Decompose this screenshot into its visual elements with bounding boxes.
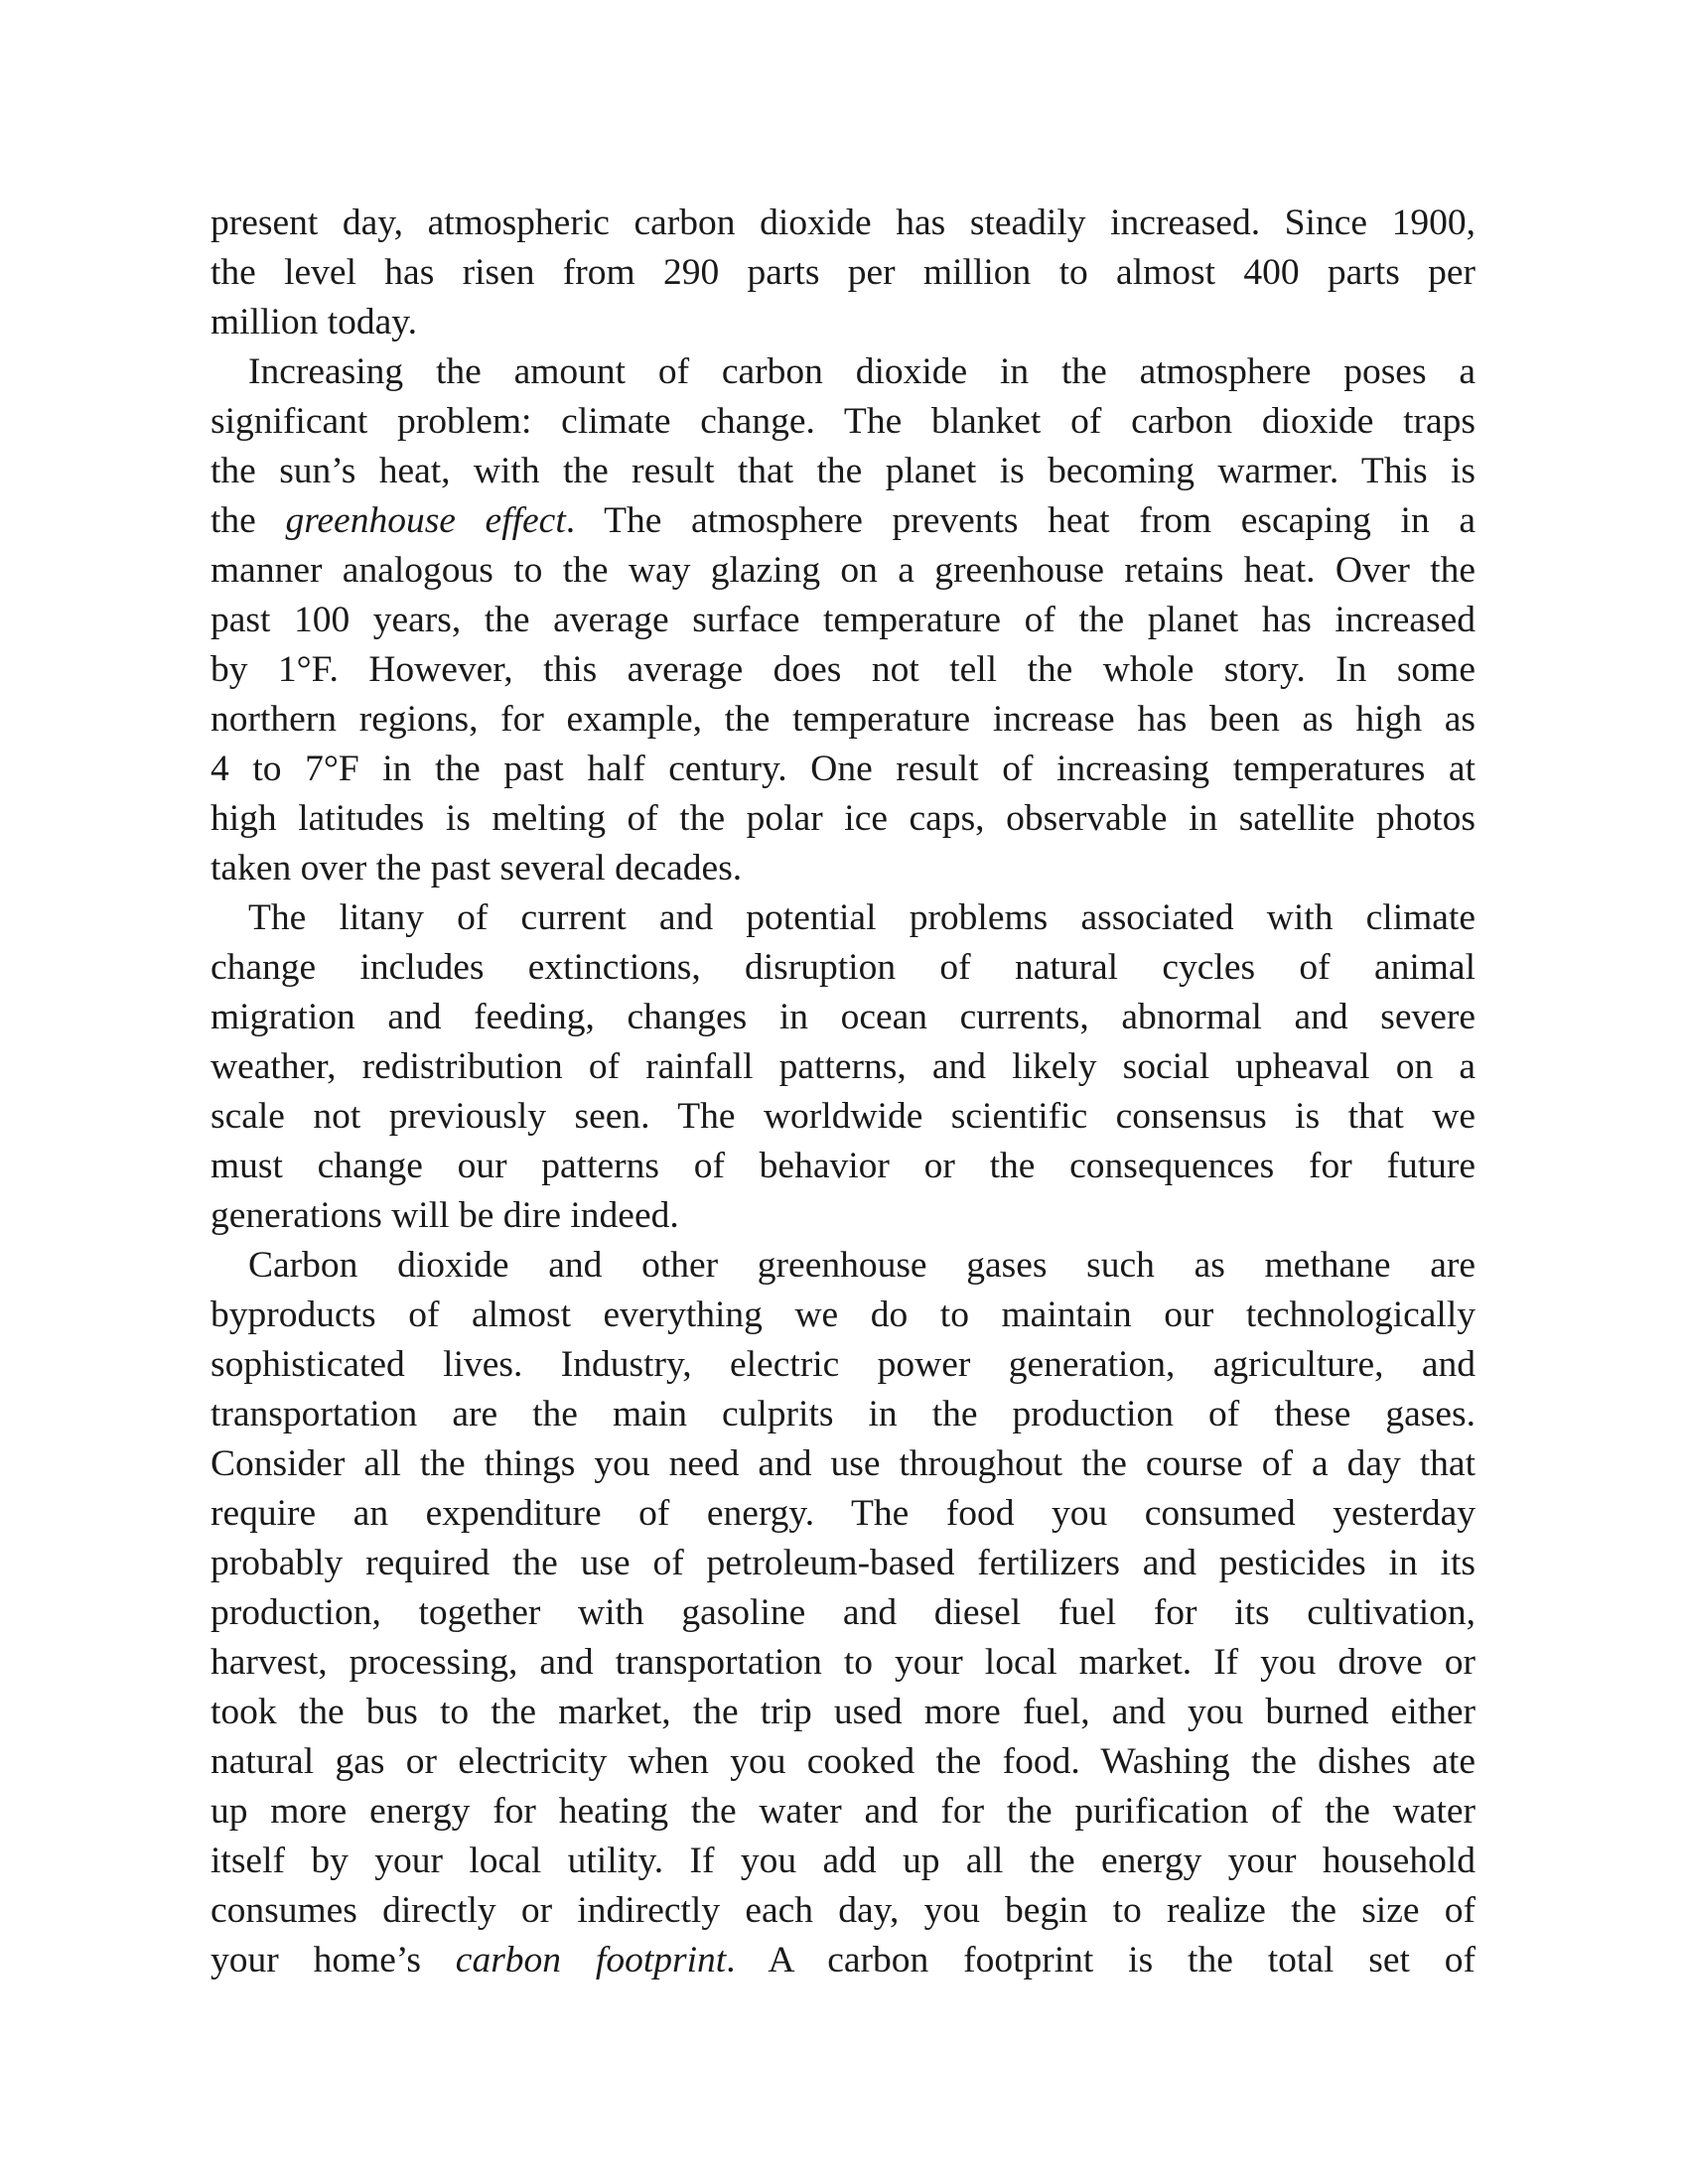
text-line	[211, 1291, 1476, 1340]
text-run: change includes extinctions, disruption of natural cycles of animal	[211, 947, 1476, 988]
text-line	[211, 248, 1476, 298]
text-line	[211, 1489, 1476, 1539]
paragraph	[211, 347, 1476, 893]
text-run: past 100 years, the average surface temperature of the planet has increased	[211, 600, 1476, 640]
text-run: Carbon dioxide and other greenhouse gases such as methane are	[248, 1245, 1476, 1286]
text-run: require an expenditure of energy. The food you consumed yesterday	[211, 1493, 1476, 1534]
text-line	[211, 1638, 1476, 1688]
document-page	[211, 199, 1476, 1985]
text-line	[211, 893, 1476, 943]
text-run: transportation are the main culprits in the production of these gases.	[211, 1394, 1476, 1434]
text-run: migration and feeding, changes in ocean currents, abnormal and severe	[211, 997, 1476, 1037]
text-run: northern regions, for example, the temperature increase has been as high as	[211, 699, 1476, 740]
text-run: the sun’s heat, with the result that the planet is becoming warmer. This is	[211, 451, 1476, 491]
text-line	[211, 1142, 1476, 1191]
text-line	[211, 1390, 1476, 1439]
text-run: scale not previously seen. The worldwide scientific consensus is that we	[211, 1096, 1476, 1137]
text-run: Increasing the amount of carbon dioxide in the atmosphere poses a	[248, 351, 1476, 392]
emphasized-term: greenhouse effect	[285, 500, 566, 541]
text-line	[211, 199, 1476, 248]
text-line	[211, 993, 1476, 1042]
text-line	[211, 1340, 1476, 1390]
text-line	[211, 1936, 1476, 1985]
text-line	[211, 844, 1476, 893]
text-run: consumes directly or indirectly each day, you begin to realize the size of	[211, 1890, 1476, 1931]
text-line	[211, 397, 1476, 447]
text-line	[211, 496, 1476, 546]
text-line	[211, 943, 1476, 993]
text-line	[211, 695, 1476, 745]
text-run: The litany of current and potential problems associated with climate	[248, 897, 1476, 938]
text-line	[211, 1439, 1476, 1489]
text-line	[211, 1886, 1476, 1936]
text-run: manner analogous to the way glazing on a greenhouse retains heat. Over the	[211, 550, 1476, 591]
text-line	[211, 546, 1476, 596]
text-line	[211, 794, 1476, 844]
text-run: the level has risen from 290 parts per million to almost 400 parts per	[211, 252, 1476, 293]
text-run: by 1°F. However, this average does not tell the whole story. In some	[211, 649, 1476, 690]
text-run: present day, atmospheric carbon dioxide has steadily increased. Since 1900,	[211, 203, 1476, 243]
paragraph	[211, 199, 1476, 347]
text-line	[211, 1539, 1476, 1588]
text-run: taken over the past several decades.	[211, 848, 743, 888]
text-run: byproducts of almost everything we do to maintain our technologically	[211, 1295, 1476, 1335]
text-run: generations will be dire indeed.	[211, 1195, 679, 1236]
text-line	[211, 447, 1476, 496]
text-run: sophisticated lives. Industry, electric power generation, agriculture, and	[211, 1344, 1476, 1385]
text-run: your home’s	[211, 1940, 456, 1980]
text-run: harvest, processing, and transportation to your local market. If you drove or	[211, 1642, 1476, 1683]
text-line	[211, 645, 1476, 695]
text-run: itself by your local utility. If you add up all the energy your household	[211, 1841, 1476, 1881]
text-line	[211, 298, 1476, 347]
text-line	[211, 745, 1476, 794]
text-line	[211, 596, 1476, 645]
text-run: Consider all the things you need and use throughout the course of a day that	[211, 1443, 1476, 1484]
text-run: weather, redistribution of rainfall patterns, and likely social upheaval on a	[211, 1046, 1476, 1087]
text-line	[211, 1737, 1476, 1787]
text-line	[211, 1787, 1476, 1837]
emphasized-term: carbon footprint	[455, 1940, 727, 1980]
text-run: took the bus to the market, the trip used more fuel, and you burned either	[211, 1692, 1476, 1732]
text-line	[211, 1191, 1476, 1241]
text-line	[211, 1588, 1476, 1638]
text-run: million today.	[211, 302, 417, 342]
text-line	[211, 1092, 1476, 1142]
paragraph	[211, 1241, 1476, 1985]
text-line	[211, 1837, 1476, 1886]
text-line	[211, 1688, 1476, 1737]
text-run: up more energy for heating the water and for the purification of the water	[211, 1791, 1476, 1832]
text-line	[211, 1042, 1476, 1092]
text-line	[211, 1241, 1476, 1291]
text-run: must change our patterns of behavior or the consequences for future	[211, 1146, 1476, 1186]
text-run: probably required the use of petroleum-based fertilizers and pesticides in its	[211, 1543, 1476, 1583]
text-run: natural gas or electricity when you cooked the food. Washing the dishes ate	[211, 1741, 1476, 1782]
paragraph	[211, 893, 1476, 1241]
text-run: production, together with gasoline and diesel fuel for its cultivation,	[211, 1592, 1476, 1633]
text-run: . The atmosphere prevents heat from escaping in a	[565, 500, 1476, 541]
text-run: the	[211, 500, 286, 541]
text-run: significant problem: climate change. The blanket of carbon dioxide traps	[211, 401, 1476, 442]
text-line	[211, 347, 1476, 397]
text-run: . A carbon footprint is the total set of	[726, 1940, 1476, 1980]
text-run: 4 to 7°F in the past half century. One result of increasing temperatures at	[211, 749, 1476, 789]
text-run: high latitudes is melting of the polar ice caps, observable in satellite photos	[211, 798, 1476, 839]
